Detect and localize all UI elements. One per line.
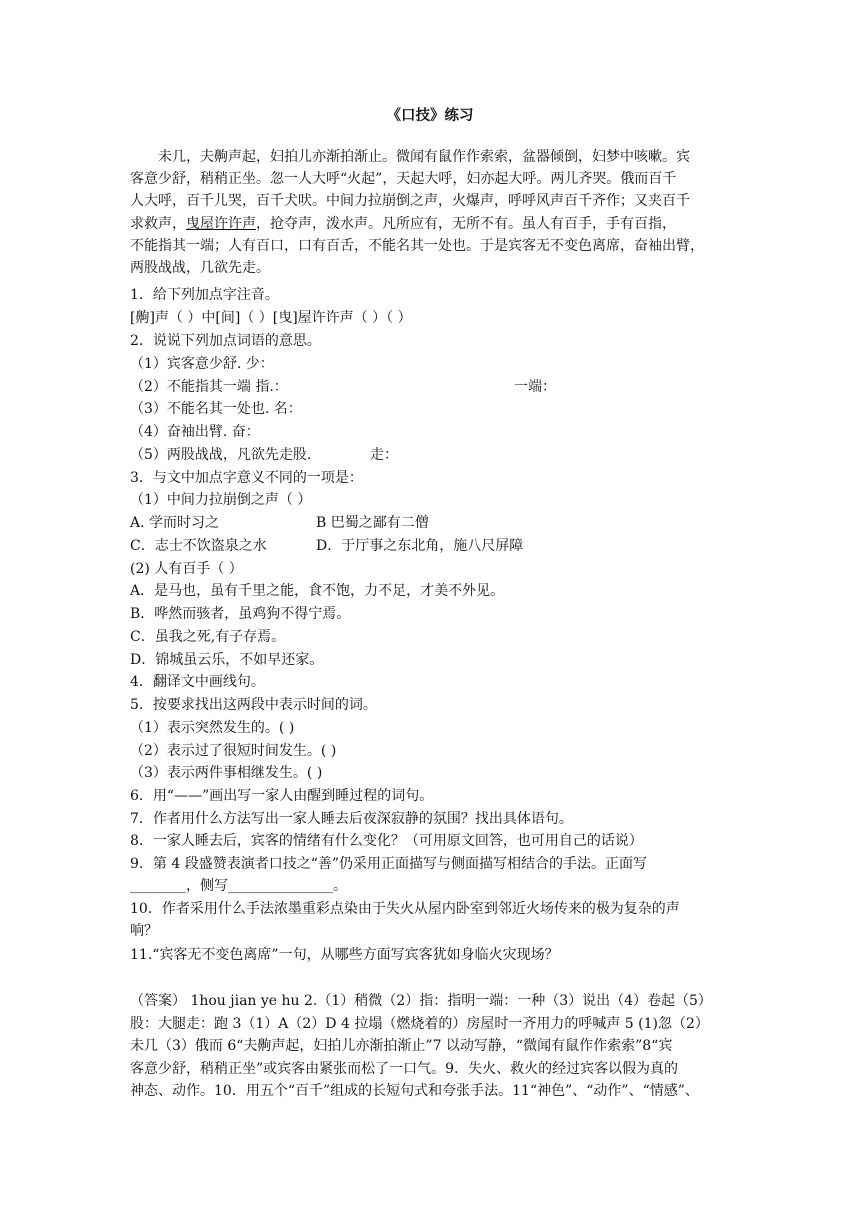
answer-line: 客意少舒，稍稍正坐”或宾客由紧张而松了一口气。9．失火、救火的经过宾客以假为真的 [130, 1060, 679, 1077]
question-5-heading: 5．按要求找出这两段中表示时间的词。 [130, 697, 377, 713]
answer-line: （答案） 1hou jian ye hu 2.（1）稍微（2）指：指明一端：一种（3）说出（4）卷起（5） [130, 993, 712, 1009]
option-a: A．是马也，虽有千里之能，食不饱，力不足，才美不外见。 [130, 583, 505, 599]
question-3-sub-1: （1）中间力拉崩倒之声（ ） [130, 492, 312, 508]
passage-text: 求救声， [130, 215, 186, 232]
option-a: A. 学而时习之 [130, 515, 220, 531]
option-c: C．志士不饮盗泉之水 [130, 538, 267, 554]
answer-blank: _______________ [228, 878, 333, 894]
question-3-options-row-1 [130, 512, 732, 534]
question-4: 4．翻译文中画线句。 [130, 674, 265, 690]
question-2-heading: 2．说说下列加点词语的意思。 [130, 333, 321, 349]
question-5-item-1: （1）表示突然发生的。( ) [130, 720, 295, 736]
question-2-item-4: （4）奋袖出臂. 奋： [130, 424, 260, 440]
question-10-line: 响？ [130, 923, 158, 939]
answer-key [130, 990, 732, 1103]
question-2-item-5-answer-label: 走： [370, 447, 398, 463]
question-10 [130, 898, 732, 942]
passage-line [130, 213, 732, 235]
question-3-heading: 3．与文中加点字意义不同的一项是： [130, 470, 363, 486]
question-9-text: 。 [333, 878, 347, 894]
question-2-item-2-answer-label: 一端： [514, 379, 556, 395]
question-2-item-3: （3）不能名其一处也. 名： [130, 401, 302, 417]
option-c: C．虽我之死,有子存焉。 [130, 629, 286, 645]
question-6: 6．用“——”画出写一家人由醒到睡过程的词句。 [130, 788, 434, 804]
option-d: D．于厅事之东北角，施八尺屏障 [316, 538, 524, 554]
passage-line: 未几，夫齁声起，妇拍儿亦渐拍渐止。微闻有鼠作作索索，盆器倾倒，妇梦中咳嗽。宾 [158, 149, 690, 165]
question-2-item-1: （1）宾客意少舒. 少： [130, 356, 274, 372]
question-5-item-3: （3）表示两件事相继发生。( ) [130, 765, 323, 781]
passage-line: 人大呼，百千儿哭，百千犬吠。中间力拉崩倒之声，火爆声，呼呼风声百千齐作；又夹百千 [130, 193, 690, 210]
question-10-line: 10．作者采用什么手法浓墨重彩点染由于失火从屋内卧室到邻近火场传来的极为复杂的声 [130, 901, 680, 917]
question-5-item-2: （2）表示过了很短时间发生。( ) [130, 743, 337, 759]
option-b: B．哗然而骇者，虽鸡狗不得宁焉。 [130, 606, 351, 622]
question-1-items: [齁]声（ ）中[间]（ ）[曳]屋许许声（ ）（ ） [130, 310, 412, 326]
question-2-item-2 [130, 376, 732, 398]
question-1-heading: 1．给下列加点字注音。 [130, 287, 279, 303]
question-2-item-2-text: （2）不能指其一端 指.： [130, 379, 288, 395]
answer-blank: ________ [130, 878, 186, 894]
passage [130, 146, 732, 279]
passage-line: 不能指其一端；人有百口，口有百舌，不能名其一处也。于是宾客无不变色离席，奋袖出臂， [130, 237, 704, 254]
question-9 [130, 853, 732, 897]
passage-text: ，抢夺声，泼水声。凡所应有，无所不有。虽人有百手，手有百指， [256, 215, 676, 232]
answer-line: 未几（3）俄而 6“夫齁声起，妇拍儿亦渐拍渐止”7 以动写静，“微闻有鼠作作索索”8“宾 [130, 1038, 673, 1055]
question-3-sub-2: (2) 人有百手（ ） [130, 561, 243, 577]
option-d: D．锦城虽云乐，不如早还家。 [130, 652, 324, 668]
question-2-item-5 [130, 444, 732, 466]
answer-line: 股：大腿走：跑 3（1）A（2）D 4 拉塌（燃烧着的）房屋时一齐用力的呼喊声 5 (1)忽（2） [130, 1015, 709, 1032]
question-9-line [130, 875, 732, 897]
question-2-item-5-text: （5）两股战战，凡欲先走股. [130, 447, 312, 463]
question-8: 8．一家人睡去后，宾客的情绪有什么变化？（可用原文回答，也可用自己的话说） [130, 833, 643, 849]
question-3-options-row-2 [130, 535, 732, 557]
answer-line: 神态、动作。10．用五个“百千”组成的长短句式和夸张手法。11“神色”、“动作”、“情感”、 [130, 1083, 699, 1100]
question-7: 7．作者用什么方法写出一家人睡去后夜深寂静的氛围？找出具体语句。 [130, 811, 573, 827]
question-9-line: 9．第 4 段盛赞表演者口技之“善”仍采用正面描写与侧面描写相结合的手法。正面写 [130, 856, 648, 872]
question-11: 11.“宾客无不变色离席”一句，从哪些方面写宾客犹如身临火灾现场？ [130, 947, 559, 963]
option-b: B 巴蜀之鄙有二僧 [316, 515, 429, 531]
document-title: 《口技》练习 [386, 107, 474, 124]
passage-line: 客意少舒，稍稍正坐。忽一人大呼“火起”，天起大呼，妇亦起大呼。两儿齐哭。俄而百千 [130, 171, 677, 188]
underlined-sentence: 曳屋许许声 [186, 215, 256, 232]
passage-line: 两股战战，几欲先走。 [130, 260, 270, 277]
question-9-text: ，侧写 [186, 878, 228, 894]
